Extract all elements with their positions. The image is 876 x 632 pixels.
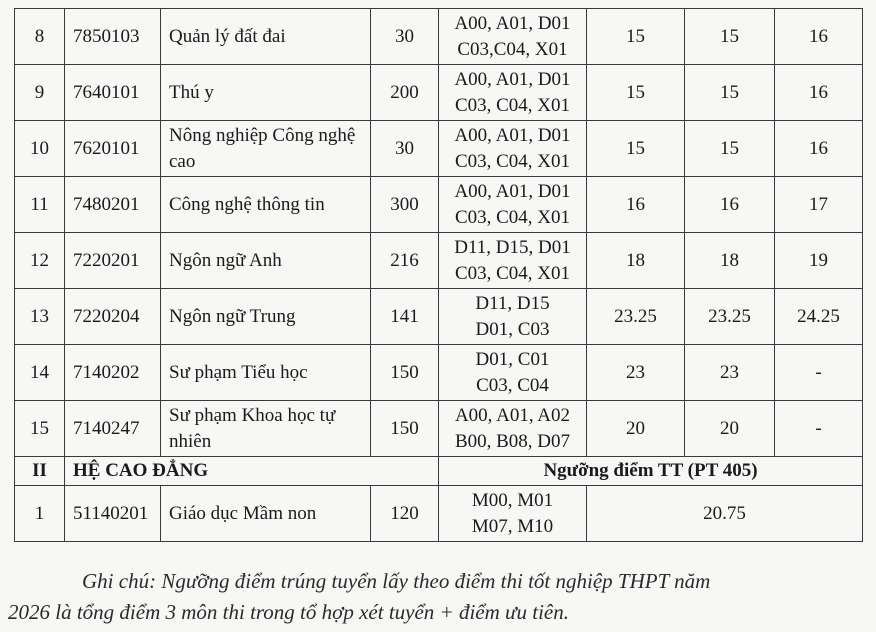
row-major-name: Nông nghiệp Công nghệ cao xyxy=(161,121,371,177)
row-major-name: Thú y xyxy=(161,65,371,121)
row-score-3: 24.25 xyxy=(775,289,863,345)
row-stt: 12 xyxy=(15,233,65,289)
section-title: HỆ CAO ĐẲNG xyxy=(65,457,439,486)
row-quota: 141 xyxy=(371,289,439,345)
row-score-1: 15 xyxy=(587,9,685,65)
row-quota: 300 xyxy=(371,177,439,233)
row-score-3: 16 xyxy=(775,121,863,177)
row-major-name: Sư phạm Tiểu học xyxy=(161,345,371,401)
row-score-3: 16 xyxy=(775,65,863,121)
section-roman: II xyxy=(15,457,65,486)
row-score-1: 18 xyxy=(587,233,685,289)
combo-line-2: C03, C04, X01 xyxy=(454,262,571,284)
row-code: 7220204 xyxy=(65,289,161,345)
combo-line-1: A00, A01, D01 xyxy=(454,12,571,34)
combo-line-2: C03, C04, X01 xyxy=(454,94,571,116)
combo-line-1: M00, M01 xyxy=(471,489,554,511)
table-row xyxy=(15,177,863,233)
row-code: 7140202 xyxy=(65,345,161,401)
row-stt: 8 xyxy=(15,9,65,65)
table-body xyxy=(15,9,863,457)
row-subject-combos xyxy=(439,486,587,542)
row-quota: 200 xyxy=(371,65,439,121)
threshold-label: Ngưỡng điểm TT (PT 405) xyxy=(439,457,863,486)
footnote-line-2: 2026 là tổng điểm 3 môn thi trong tổ hợp xét tuyển + điểm ưu tiên. xyxy=(8,600,569,624)
combo-line-1: A00, A01, A02 xyxy=(454,404,571,426)
table-row xyxy=(15,233,863,289)
row-stt: 11 xyxy=(15,177,65,233)
row-subject-combos xyxy=(439,9,587,65)
row-major-name: Sư phạm Khoa học tự nhiên xyxy=(161,401,371,457)
row-score-2: 15 xyxy=(685,9,775,65)
combo-line-2: C03, C04 xyxy=(476,374,549,396)
row-stt: 15 xyxy=(15,401,65,457)
combo-line-1: D11, D15, D01 xyxy=(454,236,571,258)
row-score-1: 23 xyxy=(587,345,685,401)
combo-line-1: A00, A01, D01 xyxy=(454,68,571,90)
row-subject-combos xyxy=(439,401,587,457)
row-stt: 9 xyxy=(15,65,65,121)
row-major-name: Ngôn ngữ Anh xyxy=(161,233,371,289)
row-major-name: Giáo dục Mầm non xyxy=(161,486,371,542)
row-score-1: 15 xyxy=(587,121,685,177)
section-header-row xyxy=(15,457,863,486)
row-score-3: - xyxy=(775,345,863,401)
row-score-3: 17 xyxy=(775,177,863,233)
row-stt: 1 xyxy=(15,486,65,542)
row-major-name: Ngôn ngữ Trung xyxy=(161,289,371,345)
row-score-2: 20 xyxy=(685,401,775,457)
footnote-line-1: Ghi chú: Ngưỡng điểm trúng tuyển lấy theo điểm thi tốt nghiệp THPT năm xyxy=(82,569,711,593)
row-major-name: Quản lý đất đai xyxy=(161,9,371,65)
row-code: 7850103 xyxy=(65,9,161,65)
table-row xyxy=(15,289,863,345)
row-score-3: - xyxy=(775,401,863,457)
row-score-2: 16 xyxy=(685,177,775,233)
combo-line-1: A00, A01, D01 xyxy=(454,124,571,146)
row-score-2: 23 xyxy=(685,345,775,401)
row-subject-combos xyxy=(439,289,587,345)
row-quota: 216 xyxy=(371,233,439,289)
row-quota: 120 xyxy=(371,486,439,542)
row-score-2: 15 xyxy=(685,65,775,121)
combo-line-1: D01, C01 xyxy=(475,348,550,370)
row-threshold-score: 20.75 xyxy=(587,486,863,542)
row-stt: 14 xyxy=(15,345,65,401)
admission-score-table xyxy=(14,8,863,542)
combo-line-2: C03, C04, X01 xyxy=(454,150,571,172)
row-score-1: 16 xyxy=(587,177,685,233)
table-row xyxy=(15,65,863,121)
row-score-2: 23.25 xyxy=(685,289,775,345)
row-quota: 30 xyxy=(371,121,439,177)
row-score-1: 23.25 xyxy=(587,289,685,345)
row-quota: 30 xyxy=(371,9,439,65)
row-subject-combos xyxy=(439,121,587,177)
combo-line-2: B00, B08, D07 xyxy=(454,430,571,452)
row-score-1: 20 xyxy=(587,401,685,457)
footnote xyxy=(0,566,876,628)
row-score-3: 16 xyxy=(775,9,863,65)
row-code: 7140247 xyxy=(65,401,161,457)
row-score-1: 15 xyxy=(587,65,685,121)
row-code: 7620101 xyxy=(65,121,161,177)
row-score-2: 18 xyxy=(685,233,775,289)
row-code: 51140201 xyxy=(65,486,161,542)
row-quota: 150 xyxy=(371,401,439,457)
row-subject-combos xyxy=(439,65,587,121)
row-stt: 10 xyxy=(15,121,65,177)
row-code: 7640101 xyxy=(65,65,161,121)
table-row xyxy=(15,401,863,457)
row-subject-combos xyxy=(439,345,587,401)
combo-line-1: A00, A01, D01 xyxy=(454,180,571,202)
row-subject-combos xyxy=(439,233,587,289)
table-row xyxy=(15,345,863,401)
row-score-3: 19 xyxy=(775,233,863,289)
table-row xyxy=(15,121,863,177)
combo-line-2: C03,C04, X01 xyxy=(457,38,568,60)
table-row xyxy=(15,9,863,65)
row-stt: 13 xyxy=(15,289,65,345)
combo-line-1: D11, D15 xyxy=(475,292,550,314)
row-code: 7220201 xyxy=(65,233,161,289)
row-score-2: 15 xyxy=(685,121,775,177)
combo-line-2: C03, C04, X01 xyxy=(454,206,571,228)
row-major-name: Công nghệ thông tin xyxy=(161,177,371,233)
row-quota: 150 xyxy=(371,345,439,401)
table-row xyxy=(15,486,863,542)
combo-line-2: M07, M10 xyxy=(471,515,554,537)
row-code: 7480201 xyxy=(65,177,161,233)
row-subject-combos xyxy=(439,177,587,233)
combo-line-2: D01, C03 xyxy=(475,318,550,340)
